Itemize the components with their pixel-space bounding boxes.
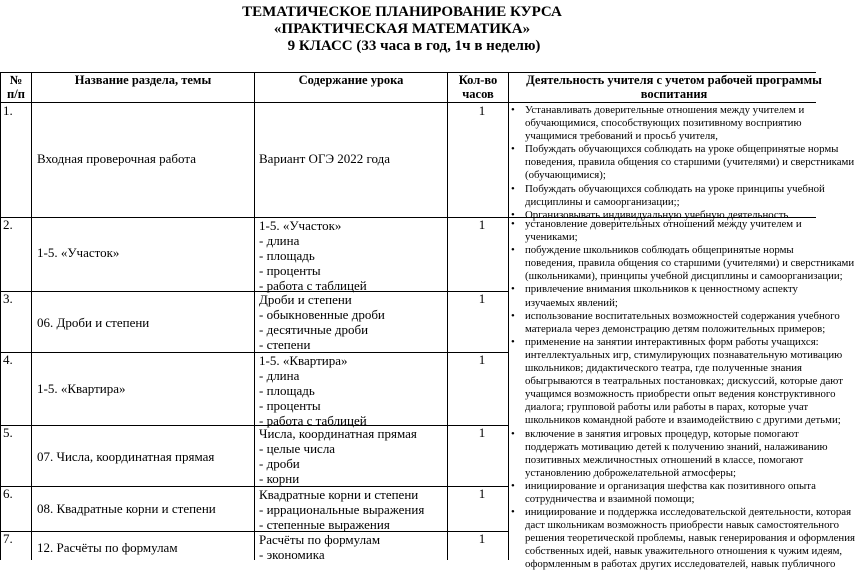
header-divider (0, 102, 816, 103)
activity-line (511, 388, 836, 401)
activity-text: применение на занятии интерактивных форм работы учащихся: (525, 335, 819, 348)
header-lesson-content: Содержание урока (298, 73, 404, 87)
content-line: 1-5. «Участок» (259, 218, 342, 233)
activity-text: инициирование и поддержка исследовательской деятельности, которая (525, 506, 852, 519)
bullet-icon: • (511, 143, 515, 156)
content-line: - длина (259, 368, 300, 383)
activity-text: поведения, правила общения со старшими (учителями) и сверстниками (525, 257, 855, 270)
bullet-icon: • (511, 427, 515, 440)
bullet-icon: • (511, 283, 515, 296)
row-content (259, 292, 385, 352)
activity-text: школьников; дидактического театра, где полученные знания (525, 362, 802, 375)
activity-line (511, 270, 843, 283)
activity-text: интеллектуальных игр, стимулирующих познавательную мотивацию (525, 348, 843, 361)
bullet-icon: • (511, 335, 515, 348)
bullet-icon: • (511, 479, 515, 492)
content-line: Числа, координатная прямая (259, 426, 417, 441)
activity-line (511, 335, 819, 349)
header-teacher-activity (509, 73, 839, 101)
row-divider (0, 425, 508, 426)
activity-line (511, 362, 816, 375)
activity-line (511, 322, 826, 336)
activity-line (511, 244, 816, 257)
header-hours-line1: Кол-во (458, 73, 498, 87)
activity-line (511, 283, 816, 296)
bullet-icon: • (511, 309, 515, 322)
row-content (259, 151, 390, 166)
activity-text: материала через демонстрацию детям положительных примеров; (525, 322, 826, 335)
content-line: - проценты (259, 398, 321, 413)
activity-text: сотрудничества и взаимной помощи; (525, 492, 695, 505)
bullet-icon: • (511, 506, 515, 519)
activity-line (511, 231, 816, 244)
row-section-name: Входная проверочная работа (37, 151, 196, 166)
activity-line (511, 493, 816, 506)
row-hours: 1 (478, 531, 486, 546)
activity-text: позитивных межличностных отношений в классе, помогают (525, 453, 804, 466)
activity-line (511, 196, 816, 209)
row-divider (0, 486, 508, 487)
bullet-icon: • (511, 104, 515, 116)
activity-line (511, 428, 816, 441)
row-section-name: 08. Квадратные корни и степени (37, 501, 216, 516)
activity-text: учащимся возможность приобрести опыт ведения конструктивного (525, 388, 836, 401)
activity-text: (обучающимися); (525, 169, 606, 182)
content-line: Расчёты по формулам (259, 532, 381, 547)
content-line: - степенные выражения (259, 517, 390, 532)
activity-line (511, 297, 816, 310)
teacher-activity-block-1 (511, 104, 855, 221)
bullet-icon: • (511, 244, 515, 257)
header-number-line1: № (9, 73, 23, 87)
row-divider (0, 352, 508, 353)
row-hours: 1 (478, 352, 486, 367)
content-line: Дроби и степени (259, 292, 352, 307)
activity-line (511, 117, 816, 130)
activity-text: дисциплины и самоорганизации;; (525, 195, 680, 208)
activity-line (511, 454, 816, 467)
activity-text: (школьниками), принципы учебной дисциплины и самоорганизации; (525, 270, 843, 283)
activity-text: Побуждать обучающихся соблюдать на уроке принципы учебной (525, 182, 825, 195)
activity-text: поддержать мотивацию детей к получению знаний, налаживанию (525, 440, 828, 453)
row-number: 5. (3, 425, 13, 440)
activity-text: инициирование и организация шефства как позитивного опыта (525, 479, 816, 492)
activity-text: диалога; групповой работы или работы в парах, которые учат (525, 401, 809, 414)
activity-line (511, 156, 855, 169)
activity-line (511, 506, 852, 519)
activity-text: включение в занятия игровых процедур, которые помогают (525, 427, 799, 440)
row-content (259, 353, 367, 428)
activity-line (511, 532, 855, 545)
activity-line (511, 143, 839, 156)
header-number (1, 73, 31, 101)
row-number: 7. (3, 531, 13, 546)
activity-text: Устанавливать доверительные отношения между учителем и (525, 104, 805, 116)
document-title-line2: «ПРАКТИЧЕСКАЯ МАТЕМАТИКА» (273, 21, 531, 37)
activity-text: установлению доброжелательной атмосферы; (525, 466, 736, 479)
content-line: - проценты (259, 263, 321, 278)
activity-line (511, 218, 816, 231)
activity-text: Организовывать индивидуальную учебную деятельность (525, 208, 789, 221)
bullet-icon: • (511, 218, 515, 230)
activity-text: даст школьникам возможность приобрести навык самостоятельного (525, 519, 840, 532)
activity-line (511, 545, 843, 558)
activity-line (511, 104, 816, 117)
content-line: - обыкновенные дроби (259, 307, 385, 322)
row-hours: 1 (478, 291, 486, 306)
header-hours (448, 73, 508, 101)
activity-text: использование воспитательных возможностей содержания учебного (525, 309, 840, 322)
row-number: 4. (3, 352, 13, 367)
activity-text: учениками; (525, 231, 578, 244)
content-line: - работа с таблицей (259, 278, 367, 293)
content-line: Квадратные корни и степени (259, 487, 419, 502)
activity-text: установление доверительных отношений между учителем и (525, 218, 802, 230)
content-line: 1-5. «Квартира» (259, 353, 348, 368)
activity-text: школьников командной работе и взаимодействию с другими детьми; (525, 414, 841, 427)
activity-text: обыгрываются в театральных постановках; дискуссий, которые дают (525, 375, 843, 388)
content-line: - иррациональные выражения (259, 502, 425, 517)
activity-line (511, 558, 836, 571)
header-section-name: Название раздела, темы (74, 73, 212, 87)
activity-text: оформленным в работах других исследователей, навык публичного (525, 558, 836, 571)
activity-text: побуждение школьников соблюдать общепринятые нормы (525, 244, 794, 257)
activity-line (511, 309, 840, 323)
header-number-line2: п/п (7, 87, 25, 101)
planning-table (0, 72, 855, 571)
content-line: - работа с таблицей (259, 413, 367, 428)
content-line: Вариант ОГЭ 2022 года (259, 151, 391, 166)
row-content (259, 426, 417, 486)
content-line: - корни (259, 471, 300, 486)
content-line: - длина (259, 233, 300, 248)
bullet-icon: • (511, 182, 515, 195)
content-line: - степени (259, 337, 311, 352)
activity-text: изучаемых явлений; (525, 296, 618, 309)
row-hours: 1 (478, 217, 486, 232)
row-divider (0, 291, 508, 292)
content-line: - целые числа (259, 441, 336, 456)
activity-line (511, 414, 841, 427)
activity-text: обучающимися, способствующих позитивному восприятию (525, 117, 802, 130)
activity-line (511, 169, 816, 182)
header-activity-line1: Деятельность учителя с учетом рабочей программы (526, 73, 822, 87)
activity-text: решения теоретической проблемы, навык генерирования и оформления (525, 532, 855, 545)
row-number: 6. (3, 486, 13, 501)
content-line: - площадь (259, 248, 315, 263)
activity-line (511, 348, 843, 362)
content-line: - экономика (259, 547, 325, 562)
document-title-line1: ТЕМАТИЧЕСКОЕ ПЛАНИРОВАНИЕ КУРСА (242, 4, 562, 20)
activity-line (511, 440, 828, 454)
content-line: - дроби (259, 456, 300, 471)
row-hours: 1 (478, 486, 486, 501)
row-hours: 1 (478, 103, 486, 118)
row-content (259, 532, 380, 562)
activity-line (511, 467, 816, 480)
activity-text: учащимися требований и просьб учителя, (525, 130, 718, 143)
activity-line (511, 375, 843, 388)
teacher-activity-block-2 (511, 218, 855, 571)
row-section-name: 06. Дроби и степени (37, 315, 150, 330)
activity-line (511, 519, 840, 532)
row-section-name: 1-5. «Квартира» (37, 381, 126, 396)
row-section-name: 07. Числа, координатная прямая (37, 449, 215, 464)
document-title-line3: 9 КЛАСС (33 часа в год, 1ч в неделю) (287, 38, 541, 54)
header-hours-line2: часов (462, 87, 494, 101)
activity-text: привлечение внимания школьников к ценностному аспекту (525, 283, 798, 296)
row-content (259, 487, 424, 532)
row-section-name: 12. Расчёты по формулам (37, 540, 178, 555)
row-number: 1. (3, 103, 13, 118)
row-section-name: 1-5. «Участок» (37, 245, 120, 260)
header-activity-line2: воспитания (640, 87, 708, 101)
row-number: 2. (3, 217, 13, 232)
bullet-icon: • (511, 208, 515, 221)
activity-line (511, 401, 816, 414)
content-line: - десятичные дроби (259, 322, 369, 337)
activity-text: поведения, правила общения со старшими (учителями) и сверстниками (525, 156, 855, 169)
activity-text: собственных идей, навык уважительного отношения к чужим идеям, (525, 545, 843, 558)
row-hours: 1 (478, 425, 486, 440)
activity-line (511, 130, 816, 143)
row-content (259, 218, 367, 293)
activity-text: Побуждать обучающихся соблюдать на уроке общепринятые нормы (525, 143, 839, 156)
row-divider (0, 531, 508, 532)
activity-line (511, 257, 855, 270)
row-number: 3. (3, 291, 13, 306)
activity-line (511, 480, 816, 493)
activity-line (511, 182, 825, 196)
content-line: - площадь (259, 383, 315, 398)
